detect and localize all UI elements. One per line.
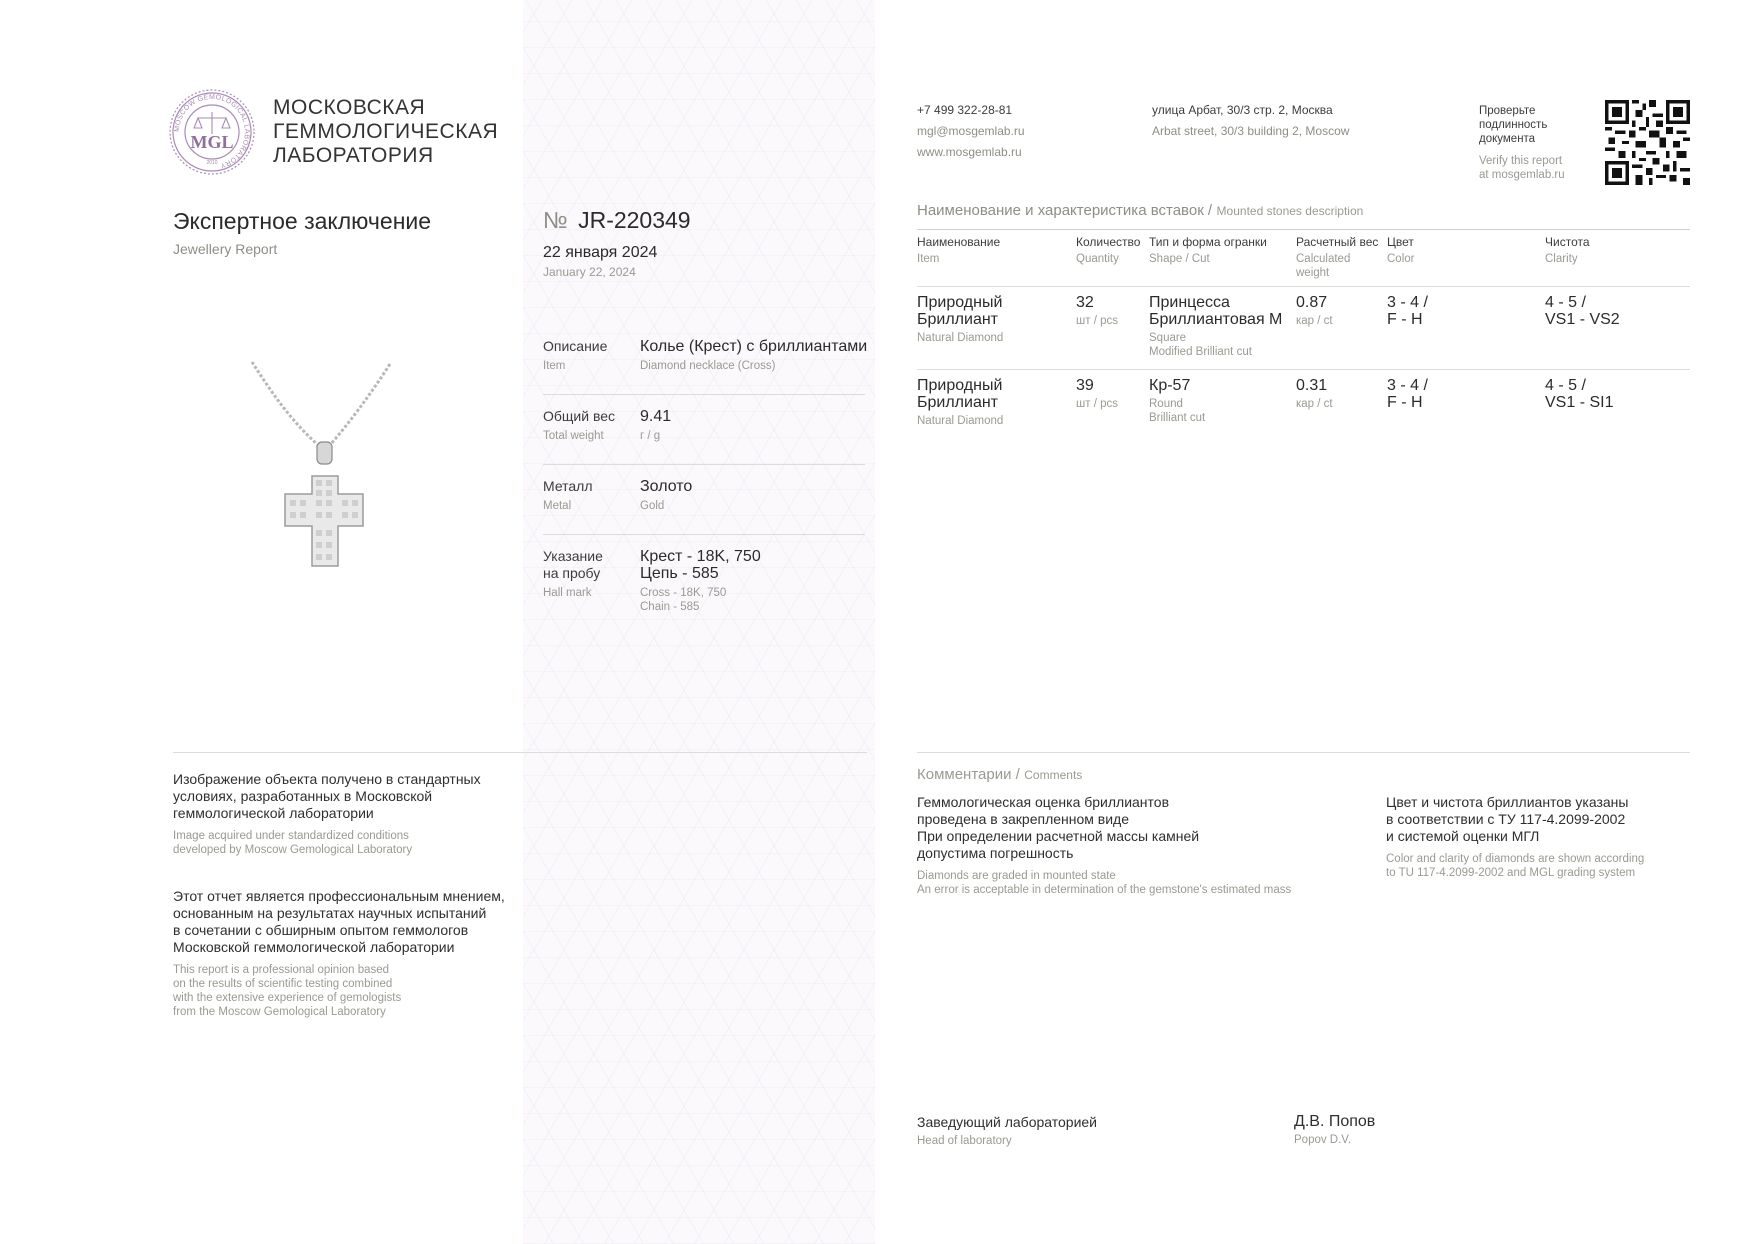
note-text: Этот отчет является профессиональным мнением, основанным на результатах научных испытаний в сочетании с обширным опытом геммологов Московской геммологической лаборатории xyxy=(173,888,505,955)
detail-value: Крест - 18K, 750 Цепь - 585 xyxy=(640,548,761,582)
comments-title xyxy=(917,766,1082,784)
th-color: Цвет Color xyxy=(1387,235,1415,265)
verify-text-ru: Проверьте подлинность документа xyxy=(1479,105,1548,145)
comment-mounted-grading xyxy=(917,794,1357,897)
verify-block xyxy=(1479,104,1565,182)
contacts-left xyxy=(917,100,1025,163)
lab-name-line-1: МОСКОВСКАЯ xyxy=(273,96,426,119)
detail-label: Металл xyxy=(543,478,593,494)
detail-value-en: Diamond necklace (Cross) xyxy=(640,360,776,372)
detail-label-en: Metal xyxy=(543,500,572,512)
comment-text-en: Diamonds are graded in mounted state An error is acceptable in determination of the gemstone's estimated mass xyxy=(917,870,1292,896)
qr-code-icon xyxy=(1605,100,1690,185)
divider xyxy=(543,464,865,465)
note-text-en: This report is a professional opinion based on the results of scientific testing combined with the extensive experience of gemologists from the Moscow Gemological Laboratory xyxy=(173,964,402,1018)
comment-color-clarity xyxy=(1386,794,1686,880)
report-title-ru: Экспертное заключение xyxy=(173,208,432,234)
th-cut: Тип и форма огранки Shape / Cut xyxy=(1149,235,1267,265)
name-en: Popov D.V. xyxy=(1294,1134,1352,1146)
cell-item-en: Natural Diamond xyxy=(917,415,1004,427)
address-ru: улица Арбат, 30/3 стр. 2, Москва xyxy=(1152,103,1333,117)
lab-name xyxy=(273,96,498,168)
lab-seal-icon xyxy=(168,88,256,176)
svg-text:MOSCOW GEMOLOGICAL LABORATORY: MOSCOW GEMOLOGICAL LABORATORY xyxy=(173,93,251,169)
cell-qty: 32 xyxy=(1076,294,1094,311)
section-divider-right xyxy=(917,752,1690,753)
note-text: Изображение объекта получено в стандартных условиях, разработанных в Московской геммологической лаборатории xyxy=(173,771,481,821)
divider xyxy=(543,534,865,535)
address-en: Arbat street, 30/3 building 2, Moscow xyxy=(1152,124,1350,138)
contacts-address xyxy=(1152,100,1349,142)
comment-text: Геммологическая оценка бриллиантов проведена в закрепленном виде При определении расчетной массы камней допустима погрешность xyxy=(917,794,1200,861)
note-image-conditions xyxy=(173,771,533,857)
cell-cut: Принцесса Бриллиантовая М xyxy=(1149,294,1283,328)
section-divider-left xyxy=(173,752,867,753)
comment-text-en: Color and clarity of diamonds are shown according to TU 117-4.2099-2002 and MGL grading system xyxy=(1386,853,1645,879)
phone-number[interactable]: +7 499 322-28-81 xyxy=(917,103,1013,117)
cell-color: 3 - 4 / F - H xyxy=(1387,294,1428,328)
detail-label-en: Total weight xyxy=(543,430,604,442)
cell-color: 3 - 4 / F - H xyxy=(1387,377,1428,411)
report-date-en: January 22, 2024 xyxy=(543,265,636,279)
divider xyxy=(543,394,865,395)
guilloche-background-band xyxy=(523,0,875,1244)
cell-item: Природный Бриллиант xyxy=(917,377,1003,411)
cell-cut-en: Round Brilliant cut xyxy=(1149,398,1206,424)
comments-title-ru: Комментарии / xyxy=(917,766,1020,783)
detail-value-en: г / g xyxy=(640,430,661,442)
cell-item: Природный Бриллиант xyxy=(917,294,1003,328)
number-sign: № xyxy=(543,207,568,233)
cell-qty-unit: шт / pcs xyxy=(1076,315,1118,327)
stones-section-title xyxy=(917,202,1363,220)
detail-label: Указание на пробу xyxy=(543,548,603,581)
lab-name-line-3: ЛАБОРАТОРИЯ xyxy=(273,144,434,167)
divider xyxy=(917,369,1690,370)
necklace-cross-image xyxy=(250,360,400,575)
signature-position xyxy=(917,1114,1097,1148)
detail-value-en: Gold xyxy=(640,500,665,512)
cell-weight-unit: кар / ct xyxy=(1296,315,1333,327)
report-title xyxy=(173,208,431,258)
detail-label-en: Item xyxy=(543,360,566,372)
th-weight: Расчетный вес Calculated weight xyxy=(1296,235,1379,279)
comment-text: Цвет и чистота бриллиантов указаны в соответствии с ТУ 117-4.2099-2002 и системой оценки МГЛ xyxy=(1386,794,1629,844)
cell-clarity: 4 - 5 / VS1 - VS2 xyxy=(1545,294,1620,328)
qr-code[interactable] xyxy=(1605,100,1690,185)
website-link[interactable]: www.mosgemlab.ru xyxy=(917,145,1022,159)
name-ru: Д.В. Попов xyxy=(1294,1113,1376,1130)
th-quantity: Количество Quantity xyxy=(1076,235,1141,265)
cell-qty: 39 xyxy=(1076,377,1094,394)
detail-label-en: Hall mark xyxy=(543,587,592,599)
lab-logo xyxy=(168,88,256,176)
cell-item-en: Natural Diamond xyxy=(917,332,1004,344)
report-date-ru: 22 января 2024 xyxy=(543,244,658,261)
product-image xyxy=(250,360,400,575)
report-number-block xyxy=(543,206,691,279)
detail-value: 9.41 xyxy=(640,408,672,425)
table-row xyxy=(917,377,1690,449)
table-top-rule xyxy=(917,229,1690,230)
detail-value: Колье (Крест) с бриллиантами xyxy=(640,338,868,355)
detail-label: Общий вес xyxy=(543,408,616,424)
comments-title-en: Comments xyxy=(1024,768,1083,782)
cell-clarity: 4 - 5 / VS1 - SI1 xyxy=(1545,377,1614,411)
email-link[interactable]: mgl@mosgemlab.ru xyxy=(917,124,1025,138)
cell-cut: Кр-57 xyxy=(1149,377,1191,394)
stones-title-en: Mounted stones description xyxy=(1216,204,1364,218)
verify-text-en: Verify this report at mosgemlab.ru xyxy=(1479,155,1565,181)
stones-title-ru: Наименование и характеристика вставок / xyxy=(917,202,1213,219)
position-en: Head of laboratory xyxy=(917,1135,1012,1147)
lab-seal-mark: MGL xyxy=(190,132,234,152)
cell-cut-en: Square Modified Brilliant cut xyxy=(1149,332,1252,358)
signature-name xyxy=(1294,1113,1375,1147)
th-item: Наименование Item xyxy=(917,235,1001,265)
divider xyxy=(917,286,1690,287)
cell-weight-unit: кар / ct xyxy=(1296,398,1333,410)
note-professional-opinion xyxy=(173,888,533,1019)
position-ru: Заведующий лабораторией xyxy=(917,1114,1097,1130)
table-header xyxy=(917,235,1690,285)
note-text-en: Image acquired under standardized conditions developed by Moscow Gemological Laboratory xyxy=(173,830,413,856)
th-clarity: Чистота Clarity xyxy=(1545,235,1590,265)
report-number: JR-220349 xyxy=(578,207,691,233)
detail-value-en: Cross - 18K, 750 Chain - 585 xyxy=(640,587,727,613)
report-title-en: Jewellery Report xyxy=(173,241,278,257)
cell-qty-unit: шт / pcs xyxy=(1076,398,1118,410)
table-row xyxy=(917,294,1690,366)
cell-weight: 0.87 xyxy=(1296,294,1328,311)
svg-text:2010: 2010 xyxy=(206,160,218,166)
lab-name-line-2: ГЕММОЛОГИЧЕСКАЯ xyxy=(273,120,499,143)
detail-label: Описание xyxy=(543,338,608,354)
cell-weight: 0.31 xyxy=(1296,377,1328,394)
detail-value: Золото xyxy=(640,478,693,495)
